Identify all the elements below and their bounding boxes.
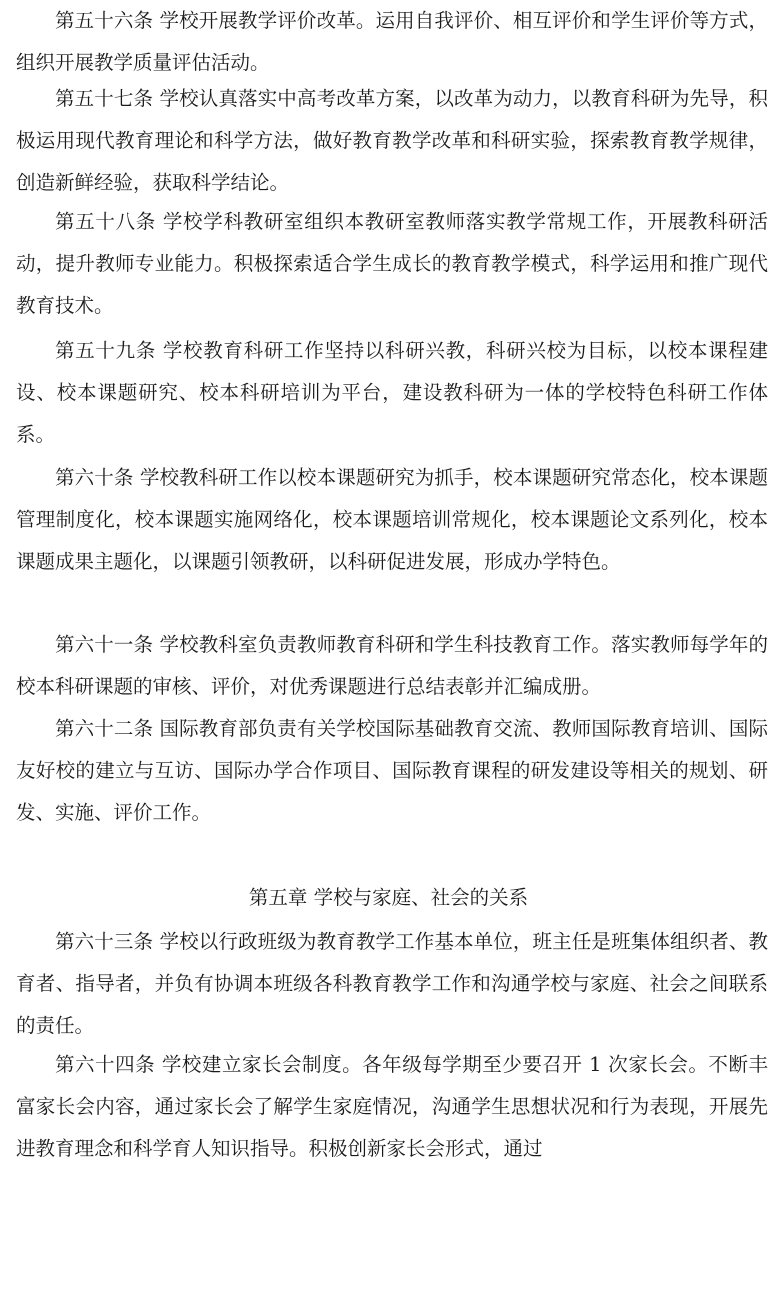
article-64: 第六十四条 学校建立家长会制度。各年级每学期至少要召开 1 次家长会。不断丰富家长会内容，通过家长会了解学生家庭情况，沟通学生思想状况和行为表现，开展先进教育理念和科学育人知识指导。积极创新家长会形式，通过	[16, 1053, 768, 1160]
article-60: 第六十条 学校教科研工作以校本课题研究为抓手，校本课题研究常态化，校本课题管理制度化，校本课题实施网络化，校本课题培训常规化，校本课题论文系列化，校本课题成果主题化，以课题引领教研，以科研促进发展，形成办学特色。	[16, 466, 768, 573]
article-62: 第六十二条 国际教育部负责有关学校国际基础教育交流、教师国际教育培训、国际友好校的建立与互访、国际办学合作项目、国际教育课程的研发建设等相关的规划、研发、实施、评价工作。	[16, 717, 768, 824]
article-58: 第五十八条 学校学科教研室组织本教研室教师落实教学常规工作，开展教科研活动，提升教师专业能力。积极探索适合学生成长的教育教学模式，科学运用和推广现代教育技术。	[16, 210, 768, 317]
article-56: 第五十六条 学校开展教学评价改革。运用自我评价、相互评价和学生评价等方式，组织开展教学质量评估活动。	[16, 9, 768, 74]
chapter-title: 第五章 学校与家庭、社会的关系	[248, 886, 529, 909]
article-57: 第五十七条 学校认真落实中高考改革方案，以改革为动力，以教育科研为先导，积极运用现代教育理论和科学方法，做好教育教学改革和科研实验，探索教育教学规律，创造新鲜经验，获取科学结论。	[16, 87, 768, 194]
article-59: 第五十九条 学校教育科研工作坚持以科研兴教，科研兴校为目标，以校本课程建设、校本课题研究、校本科研培训为平台，建设教科研为一体的学校特色科研工作体系。	[16, 339, 768, 446]
article-63: 第六十三条 学校以行政班级为教育教学工作基本单位，班主任是班集体组织者、教育者、指导者，并负有协调本班级各科教育教学工作和沟通学校与家庭、社会之间联系的责任。	[16, 930, 768, 1037]
article-61: 第六十一条 学校教科室负责教师教育科研和学生科技教育工作。落实教师每学年的校本科研课题的审核、评价，对优秀课题进行总结表彰并汇编成册。	[16, 633, 768, 698]
